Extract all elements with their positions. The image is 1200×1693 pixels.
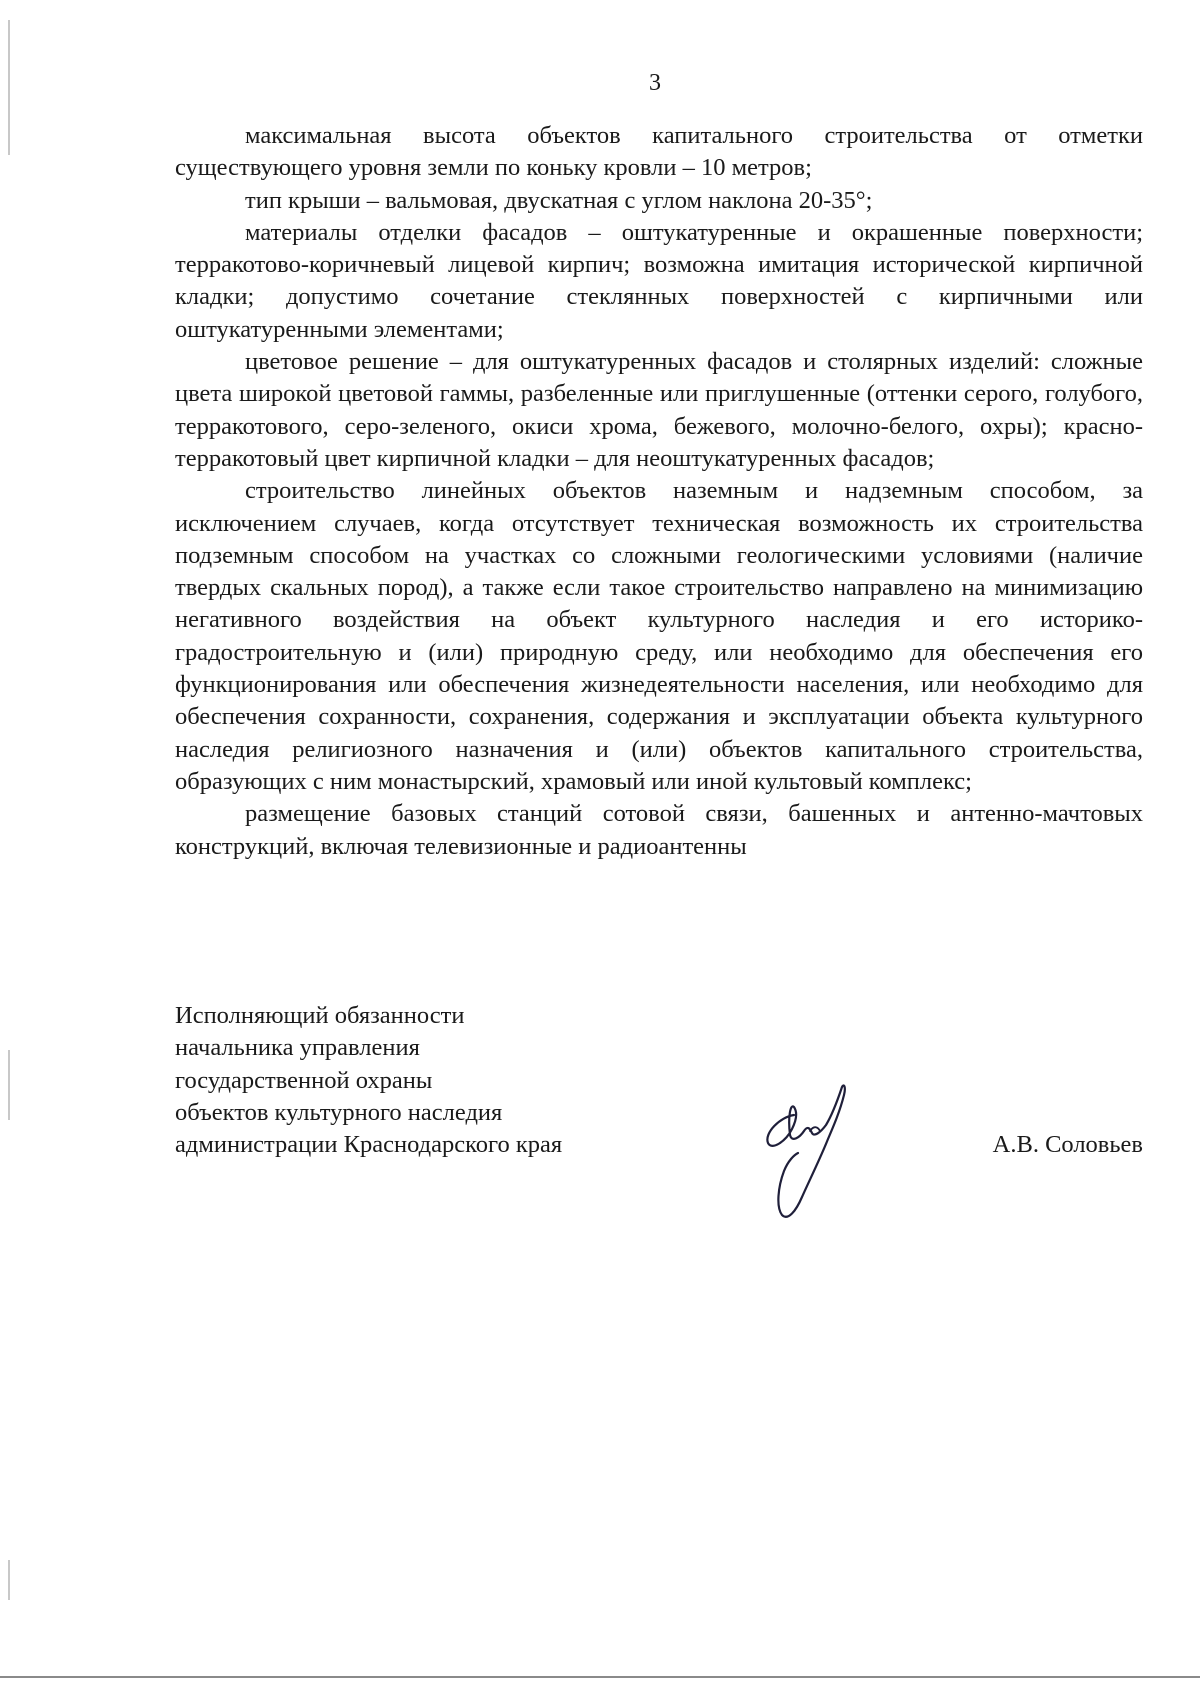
handwritten-signature [750, 1075, 860, 1235]
bottom-rule [0, 1676, 1200, 1678]
signer-position-line: администрации Краснодарского края [175, 1131, 563, 1159]
paragraph-color-scheme: цветовое решение – для оштукатуренных фасадов и столярных изделий: сложные цвета широкой цветовой гаммы, разбеленные или приглушенные (оттенки серого, голубого, терракотового, серо-зеленого, окиси хрома, бежевого, молочно-белого, охры); красно-терракотовый цвет кирпичной кладки – для неоштукатуренных фасадов; [175, 348, 1143, 472]
paragraph-max-height: максимальная высота объектов капитального строительства от отметки существующего уровня земли по коньку кровли – 10 метров; [175, 122, 1143, 182]
paragraph-roof-type: тип крыши – вальмовая, двускатная с углом наклона 20-35°; [245, 186, 873, 214]
document-body [175, 120, 1143, 863]
signer-position-line: Исполняющий обязанности [175, 1002, 465, 1029]
signer-position-line: объектов культурного наследия [175, 1098, 503, 1126]
scan-edge-mark-bottom [8, 1560, 10, 1600]
paragraph-linear-objects: строительство линейных объектов наземным и надземным способом, за исключением случаев, когда отсутствует техническая возможность их строительства подземным способом на участках со сложными геологическими условиями (наличие твердых скальных пород), а также если такое строительство направлено на минимизацию негативного воздействия на объект культурного наследия и его историко-градостроительную и (или) природную среду, или необходимо для обеспечения его функционирования или обеспечения жизнедеятельности населения, или необходимо для обеспечения сохранности, сохранения, содержания и эксплуатации объекта культурного наследия религиозного назначения и (или) объектов капитального строительства, образующих с ним монастырский, храмовый или иной культовый комплекс; [175, 477, 1143, 795]
signer-position-line: начальника управления [175, 1034, 420, 1062]
page-number: 3 [649, 70, 661, 96]
paragraph-facade-materials: материалы отделки фасадов – оштукатуренные и окрашенные поверхности; терракотово-коричневый лицевой кирпич; возможна имитация исторической кирпичной кладки; допустимо сочетание стеклянных поверхностей с кирпичными или оштукатуренными элементами; [175, 218, 1143, 343]
signer-position-line: государственной охраны [175, 1066, 433, 1094]
paragraph-base-stations: размещение базовых станций сотовой связи, башенных и антенно-мачтовых конструкций, включая телевизионные и радиоантенны [175, 800, 1143, 860]
signer-name: А.В. Соловьев [992, 1131, 1143, 1158]
signer-position [175, 1000, 562, 1161]
scan-edge-mark-middle [8, 1050, 10, 1120]
signature-block [175, 1000, 1143, 1260]
